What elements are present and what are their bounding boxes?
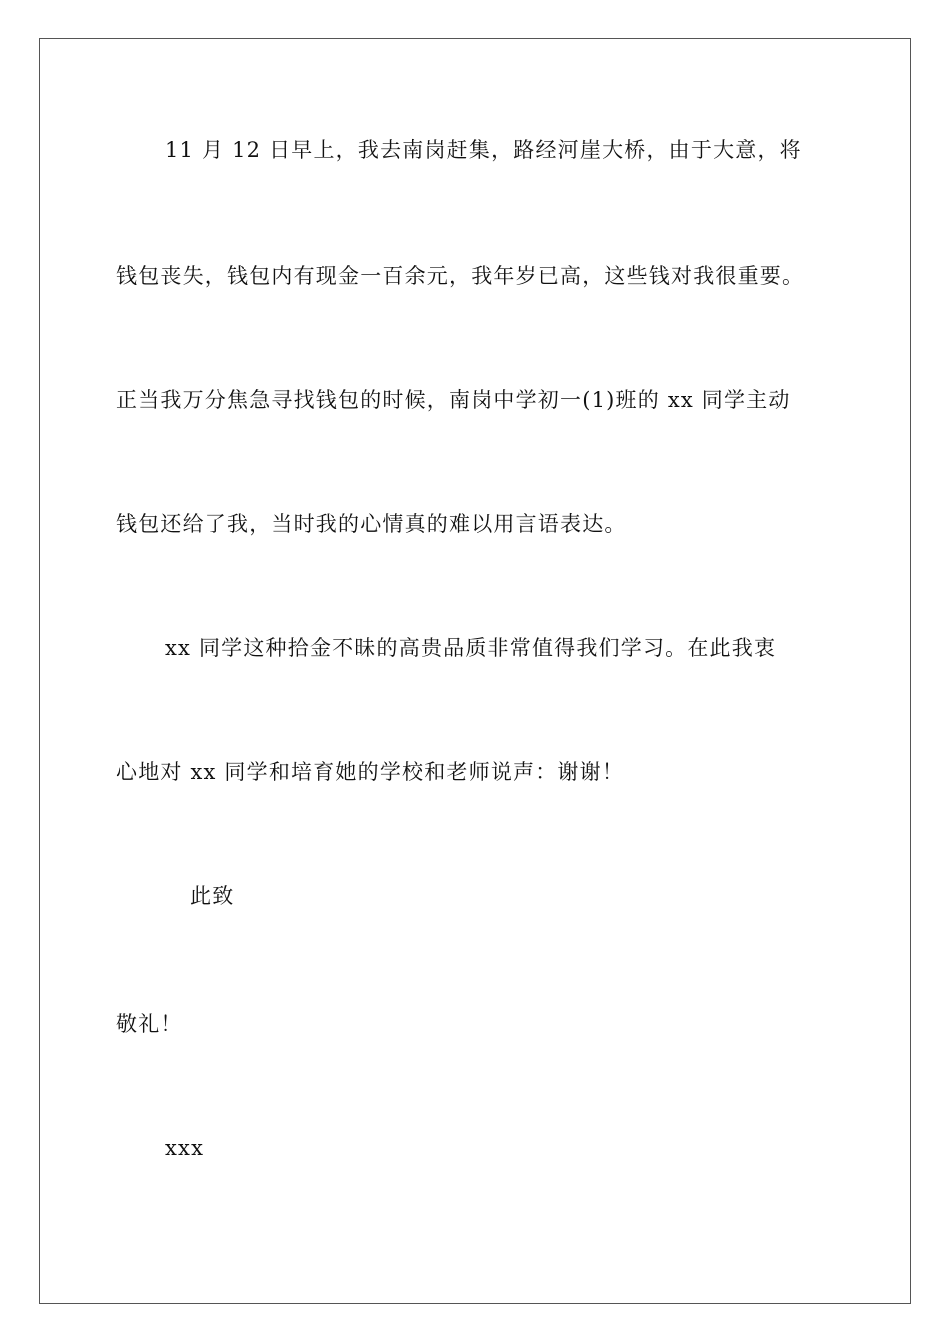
paragraph-line-1: 11 月 12 日早上，我去南岗赶集，路经河崖大桥，由于大意，将 bbox=[165, 138, 802, 162]
paragraph-line-4: 钱包还给了我，当时我的心情真的难以用言语表达。 bbox=[116, 512, 627, 536]
closing-regards: 敬礼！ bbox=[116, 1012, 183, 1036]
paragraph-line-3: 正当我万分焦急寻找钱包的时候，南岗中学初一(1)班的 xx 同学主动 bbox=[116, 388, 791, 412]
page-frame bbox=[39, 38, 911, 1304]
paragraph-line-2: 钱包丧失，钱包内有现金一百余元，我年岁已高，这些钱对我很重要。 bbox=[116, 264, 805, 288]
paragraph-line-6: 心地对 xx 同学和培育她的学校和老师说声：谢谢！ bbox=[116, 760, 625, 784]
closing-salutation: 此致 bbox=[190, 884, 235, 908]
signature: xxx bbox=[165, 1136, 205, 1160]
paragraph-line-5: xx 同学这种拾金不昧的高贵品质非常值得我们学习。在此我衷 bbox=[165, 636, 777, 660]
